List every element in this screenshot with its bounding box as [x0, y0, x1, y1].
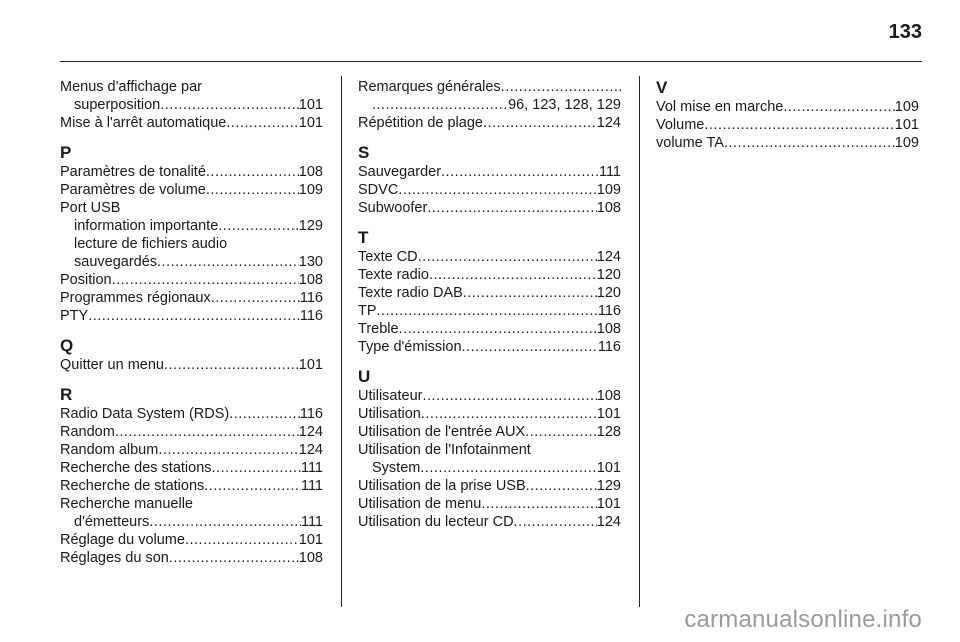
- dot-leader: [501, 78, 621, 96]
- dot-leader: [157, 253, 299, 271]
- dot-leader: [399, 320, 597, 338]
- index-page-ref: 124: [596, 514, 621, 530]
- index-page-ref: 108: [596, 388, 621, 404]
- index-term: Type d'émission: [358, 339, 462, 355]
- index-entry: [60, 271, 323, 289]
- index-entry: [358, 513, 621, 531]
- index-term: TP: [358, 303, 377, 319]
- dot-leader: [211, 289, 300, 307]
- dot-leader: [514, 513, 597, 531]
- index-term: Volume: [656, 117, 705, 133]
- index-entry: [358, 495, 621, 513]
- index-page-ref: 116: [597, 303, 621, 319]
- index-entry: [358, 181, 621, 199]
- index-entry: [60, 513, 323, 531]
- index-entry: [358, 248, 621, 266]
- index-entry: [358, 477, 621, 495]
- index-entry: [60, 307, 323, 325]
- index-term: Répétition de plage: [358, 115, 483, 131]
- dot-leader: [164, 356, 299, 374]
- index-term: Treble: [358, 321, 399, 337]
- dot-leader: [398, 181, 597, 199]
- dot-leader: [206, 163, 299, 181]
- index-term: lecture de fichiers audio: [74, 236, 228, 252]
- index-page-ref: 109: [596, 182, 621, 198]
- index-term: Paramètres de tonalité: [60, 164, 206, 180]
- index-group: [656, 78, 919, 152]
- index-term: System: [372, 460, 421, 476]
- index-group: [60, 143, 323, 325]
- index-group: [358, 367, 621, 531]
- index-term: Recherche manuelle: [60, 496, 193, 512]
- index-term: Remarques générales: [358, 79, 501, 95]
- index-column-2: [358, 78, 621, 542]
- index-entry: [60, 289, 323, 307]
- index-entry: [60, 235, 323, 253]
- dot-leader: [420, 459, 596, 477]
- index-page-ref: 108: [596, 321, 621, 337]
- index-entry: [358, 387, 621, 405]
- index-term: SDVC: [358, 182, 399, 198]
- index-entry: [60, 96, 323, 114]
- index-term: superposition: [74, 97, 161, 113]
- index-entry: [656, 116, 919, 134]
- index-term: volume TA: [656, 135, 724, 151]
- index-entry: [60, 459, 323, 477]
- index-page-ref: 130: [298, 254, 323, 270]
- dot-leader: [481, 495, 596, 513]
- index-group: [60, 78, 323, 132]
- index-entry: [358, 441, 621, 459]
- index-page-ref: 109: [298, 182, 323, 198]
- index-page-ref: 124: [298, 424, 323, 440]
- dot-leader: [204, 477, 301, 495]
- dot-leader: [377, 302, 598, 320]
- index-page-ref: 101: [298, 97, 323, 113]
- dot-leader: [169, 549, 299, 567]
- index-term: Position: [60, 272, 112, 288]
- index-term: Quitter un menu: [60, 357, 164, 373]
- index-term: Sauvegarder: [358, 164, 442, 180]
- index-entry: [60, 217, 323, 235]
- index-page-ref: 116: [299, 406, 323, 422]
- dot-leader: [463, 284, 597, 302]
- index-page-ref: 109: [894, 135, 919, 151]
- index-entry: [358, 405, 621, 423]
- index-group: [60, 385, 323, 567]
- index-term: PTY: [60, 308, 89, 324]
- dot-leader: [372, 96, 508, 114]
- index-term: Subwoofer: [358, 200, 428, 216]
- index-term: Texte radio DAB: [358, 285, 463, 301]
- page-number: 133: [888, 21, 922, 43]
- index-term: Utilisation de la prise USB: [358, 478, 526, 494]
- header-rule: [60, 61, 922, 62]
- index-page-ref: 111: [300, 514, 323, 530]
- dot-leader: [483, 114, 597, 132]
- index-page-ref: 108: [298, 164, 323, 180]
- index-group: [358, 78, 621, 132]
- index-term: Recherche de stations: [60, 478, 205, 494]
- dot-leader: [422, 387, 596, 405]
- index-term: Réglage du volume: [60, 532, 185, 548]
- index-term: Random: [60, 424, 115, 440]
- index-entry: [60, 356, 323, 374]
- dot-leader: [704, 116, 894, 134]
- index-term: Paramètres de volume: [60, 182, 206, 198]
- index-term: Réglages du son: [60, 550, 169, 566]
- index-entry: [60, 423, 323, 441]
- dot-leader: [115, 423, 299, 441]
- index-term: Utilisation du lecteur CD: [358, 514, 514, 530]
- index-page-ref: 124: [596, 249, 621, 265]
- dot-leader: [418, 248, 597, 266]
- index-entry: [60, 253, 323, 271]
- index-term: Utilisation de l'entrée AUX: [358, 424, 526, 440]
- index-term: Programmes régionaux: [60, 290, 211, 306]
- dot-leader: [421, 405, 597, 423]
- index-entry: [358, 284, 621, 302]
- index-entry: [60, 114, 323, 132]
- dot-leader: [185, 531, 299, 549]
- index-page-ref: 109: [894, 99, 919, 115]
- index-group: [358, 143, 621, 217]
- index-page-ref: 111: [300, 460, 323, 476]
- index-term: Vol mise en marche: [656, 99, 784, 115]
- index-page-ref: 101: [596, 406, 621, 422]
- dot-leader: [212, 459, 301, 477]
- index-group: [358, 228, 621, 356]
- index-term: Random album: [60, 442, 159, 458]
- index-term: Texte radio: [358, 267, 429, 283]
- dot-leader: [724, 134, 895, 152]
- dot-leader: [206, 181, 299, 199]
- index-entry: [358, 114, 621, 132]
- index-letter-heading: U: [358, 367, 371, 386]
- index-entry: [358, 163, 621, 181]
- index-page-ref: 101: [298, 357, 323, 373]
- index-group: [60, 336, 323, 374]
- index-term: Port USB: [60, 200, 121, 216]
- index-page-ref: 108: [298, 550, 323, 566]
- index-page-ref: 96, 123, 128, 129: [508, 97, 621, 113]
- index-entry: [60, 495, 323, 513]
- index-term: d'émetteurs: [74, 514, 150, 530]
- index-column-1: [60, 78, 323, 578]
- dot-leader: [429, 266, 597, 284]
- index-page-ref: 124: [596, 115, 621, 131]
- dot-leader: [160, 96, 299, 114]
- column-divider: [639, 76, 640, 607]
- dot-leader: [88, 307, 300, 325]
- dot-leader: [229, 405, 300, 423]
- watermark: carmanualsonline.info: [684, 606, 922, 633]
- index-page-ref: 129: [298, 218, 323, 234]
- index-entry: [60, 163, 323, 181]
- dot-leader: [462, 338, 598, 356]
- index-entry: [60, 405, 323, 423]
- index-term: information importante: [74, 218, 219, 234]
- dot-leader: [526, 477, 597, 495]
- dot-leader: [158, 441, 298, 459]
- index-entry: [358, 199, 621, 217]
- index-page-ref: 120: [596, 267, 621, 283]
- index-term: sauvegardés: [74, 254, 158, 270]
- index-page-ref: 108: [596, 200, 621, 216]
- index-term: Utilisation de l'Infotainment: [358, 442, 531, 458]
- index-letter-heading: V: [656, 78, 668, 97]
- index-page-ref: 124: [298, 442, 323, 458]
- index-entry: [358, 320, 621, 338]
- dot-leader: [226, 114, 298, 132]
- index-term: Menus d'affichage par: [60, 79, 202, 95]
- index-term: Recherche des stations: [60, 460, 212, 476]
- index-page-ref: 101: [596, 496, 621, 512]
- index-letter-heading: R: [60, 385, 73, 404]
- index-entry: [656, 134, 919, 152]
- index-letter-heading: P: [60, 143, 72, 162]
- index-entry: [358, 266, 621, 284]
- index-term: Utilisation: [358, 406, 421, 422]
- index-letter-heading: S: [358, 143, 370, 162]
- index-entry: [60, 78, 323, 96]
- index-page-ref: 108: [298, 272, 323, 288]
- index-column-3: [656, 78, 919, 163]
- index-page-ref: 128: [596, 424, 621, 440]
- dot-leader: [441, 163, 599, 181]
- index-term: Utilisation de menu: [358, 496, 482, 512]
- index-entry: [358, 78, 621, 96]
- index-letter-heading: T: [358, 228, 369, 247]
- index-page-ref: 116: [299, 308, 323, 324]
- index-page-ref: 101: [298, 115, 323, 131]
- dot-leader: [783, 98, 894, 116]
- index-page-ref: 111: [300, 478, 323, 494]
- index-term: Radio Data System (RDS): [60, 406, 230, 422]
- dot-leader: [112, 271, 299, 289]
- index-page-ref: 116: [597, 339, 621, 355]
- dot-leader: [149, 513, 301, 531]
- index-page-ref: 120: [596, 285, 621, 301]
- index-entry: [656, 98, 919, 116]
- index-entry: [358, 459, 621, 477]
- index-entry: [358, 338, 621, 356]
- dot-leader: [427, 199, 596, 217]
- index-entry: [60, 441, 323, 459]
- index-entry: [60, 549, 323, 567]
- index-page-ref: 111: [598, 164, 621, 180]
- dot-leader: [218, 217, 299, 235]
- index-letter-heading: Q: [60, 336, 74, 355]
- index-term: Utilisateur: [358, 388, 423, 404]
- index-entry: [60, 181, 323, 199]
- index-entry: [60, 477, 323, 495]
- index-page-ref: 129: [596, 478, 621, 494]
- index-entry: [358, 423, 621, 441]
- index-entry: [60, 531, 323, 549]
- index-page-ref: 101: [596, 460, 621, 476]
- index-page-ref: 101: [298, 532, 323, 548]
- index-page-ref: 116: [299, 290, 323, 306]
- index-entry: [358, 302, 621, 320]
- index-entry: [60, 199, 323, 217]
- index-entry: [358, 96, 621, 114]
- column-divider: [341, 76, 342, 607]
- index-term: Mise à l'arrêt automatique: [60, 115, 227, 131]
- index-page-ref: 101: [894, 117, 919, 133]
- dot-leader: [525, 423, 597, 441]
- index-term: Texte CD: [358, 249, 418, 265]
